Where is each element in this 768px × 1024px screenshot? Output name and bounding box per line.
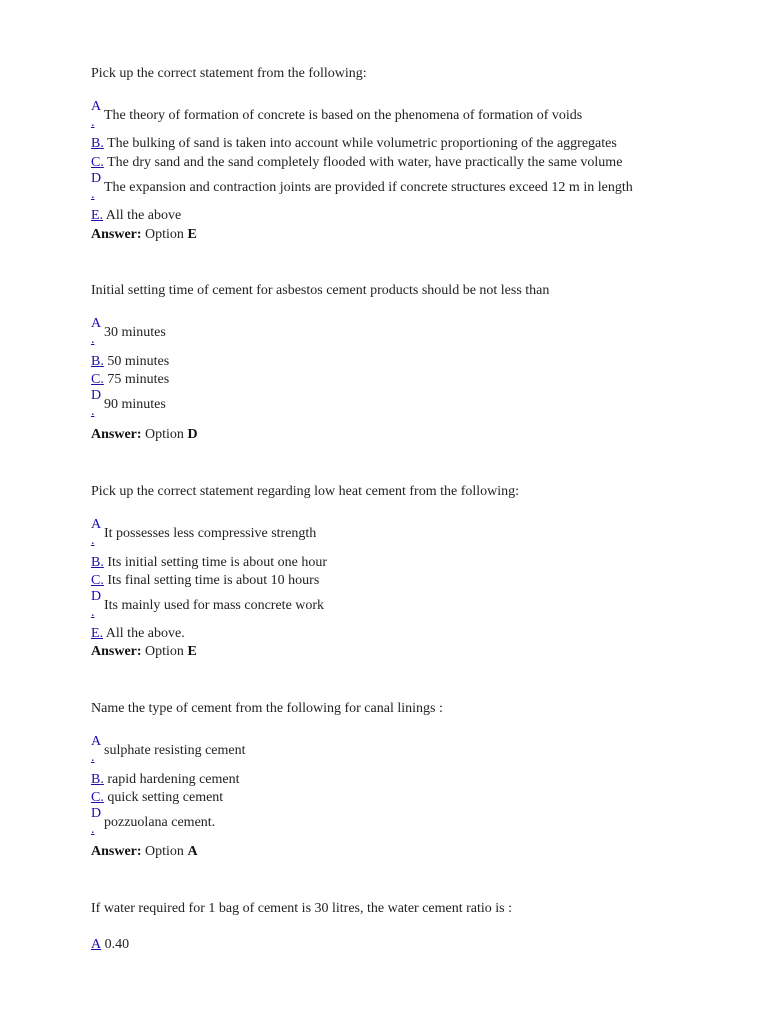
option-e — [91, 208, 181, 224]
option-c-link[interactable]: C. — [91, 372, 104, 387]
option-text: 50 minutes — [107, 354, 170, 369]
answer-option-word: Option — [145, 844, 184, 859]
answer-option-word: Option — [145, 427, 184, 442]
option-text: It possesses less compressive strength — [104, 526, 317, 541]
option-b-link[interactable]: B. — [91, 555, 104, 570]
option-text: 30 minutes — [104, 325, 166, 340]
option-text: rapid hardening cement — [107, 772, 240, 787]
option-a-link[interactable]: A . — [91, 99, 102, 130]
answer-label: Answer: — [91, 844, 142, 859]
option-text: Its final setting time is about 10 hours — [107, 573, 320, 588]
answer-value: D — [187, 427, 198, 442]
option-text: 75 minutes — [107, 372, 170, 387]
option-e — [91, 626, 185, 642]
option-d — [91, 806, 216, 837]
answer-option-word: Option — [145, 227, 184, 242]
option-a — [91, 937, 129, 953]
option-text: 90 minutes — [104, 397, 166, 412]
answer-label: Answer: — [91, 644, 142, 659]
option-c — [91, 790, 223, 806]
option-text: All the above — [105, 208, 182, 223]
option-d — [91, 388, 166, 419]
option-c-link[interactable]: C. — [91, 790, 104, 805]
answer-value: E — [187, 644, 197, 659]
answer-option-word: Option — [145, 644, 184, 659]
question-text: Pick up the correct statement from the following: — [91, 66, 367, 81]
option-a-link[interactable]: A . — [91, 734, 102, 765]
option-text: The bulking of sand is taken into account while volumetric proportioning of the aggregates — [107, 136, 617, 151]
question-text: Pick up the correct statement regarding low heat cement from the following: — [91, 484, 520, 499]
option-b — [91, 772, 240, 788]
question-text: Name the type of cement from the following for canal linings : — [91, 701, 443, 716]
option-b — [91, 354, 169, 370]
option-b — [91, 555, 327, 571]
option-text: Its mainly used for mass concrete work — [104, 598, 325, 613]
option-e-link[interactable]: E. — [91, 208, 104, 223]
option-a — [91, 99, 583, 130]
option-a-link[interactable]: A — [91, 937, 102, 952]
option-c-link[interactable]: C. — [91, 155, 104, 170]
question-text: Initial setting time of cement for asbestos cement products should be not less than — [91, 283, 550, 298]
option-c — [91, 573, 319, 589]
option-d-link[interactable]: D . — [91, 171, 102, 202]
option-e-link[interactable]: E. — [91, 626, 104, 641]
option-b — [91, 136, 617, 152]
option-text: 0.40 — [104, 937, 130, 952]
answer-line — [91, 227, 197, 243]
option-b-link[interactable]: B. — [91, 772, 104, 787]
option-a-link[interactable]: A . — [91, 316, 102, 347]
question-text: If water required for 1 bag of cement is 30 litres, the water cement ratio is : — [91, 901, 513, 916]
option-b-link[interactable]: B. — [91, 136, 104, 151]
option-a-link[interactable]: A . — [91, 517, 102, 548]
answer-value: E — [187, 227, 197, 242]
option-b-link[interactable]: B. — [91, 354, 104, 369]
option-text: The expansion and contraction joints are provided if concrete structures exceed 12 m in length — [104, 180, 633, 195]
answer-line — [91, 427, 198, 443]
answer-value: A — [187, 844, 198, 859]
answer-line — [91, 844, 198, 860]
option-text: Its initial setting time is about one hour — [107, 555, 328, 570]
option-d-link[interactable]: D . — [91, 806, 102, 837]
option-text: All the above. — [105, 626, 185, 641]
option-text: quick setting cement — [107, 790, 224, 805]
option-text: pozzuolana cement. — [104, 815, 216, 830]
option-d — [91, 589, 325, 620]
option-d — [91, 171, 633, 202]
option-d-link[interactable]: D . — [91, 388, 102, 419]
option-text: sulphate resisting cement — [104, 743, 246, 758]
option-a — [91, 316, 166, 347]
option-a — [91, 517, 317, 548]
option-c — [91, 372, 169, 388]
option-text: The dry sand and the sand completely flooded with water, have practically the same volume — [107, 155, 623, 170]
option-c — [91, 155, 622, 171]
option-c-link[interactable]: C. — [91, 573, 104, 588]
option-text: The theory of formation of concrete is based on the phenomena of formation of voids — [104, 108, 583, 123]
option-a — [91, 734, 246, 765]
answer-label: Answer: — [91, 227, 142, 242]
answer-line — [91, 644, 197, 660]
option-d-link[interactable]: D . — [91, 589, 102, 620]
answer-label: Answer: — [91, 427, 142, 442]
